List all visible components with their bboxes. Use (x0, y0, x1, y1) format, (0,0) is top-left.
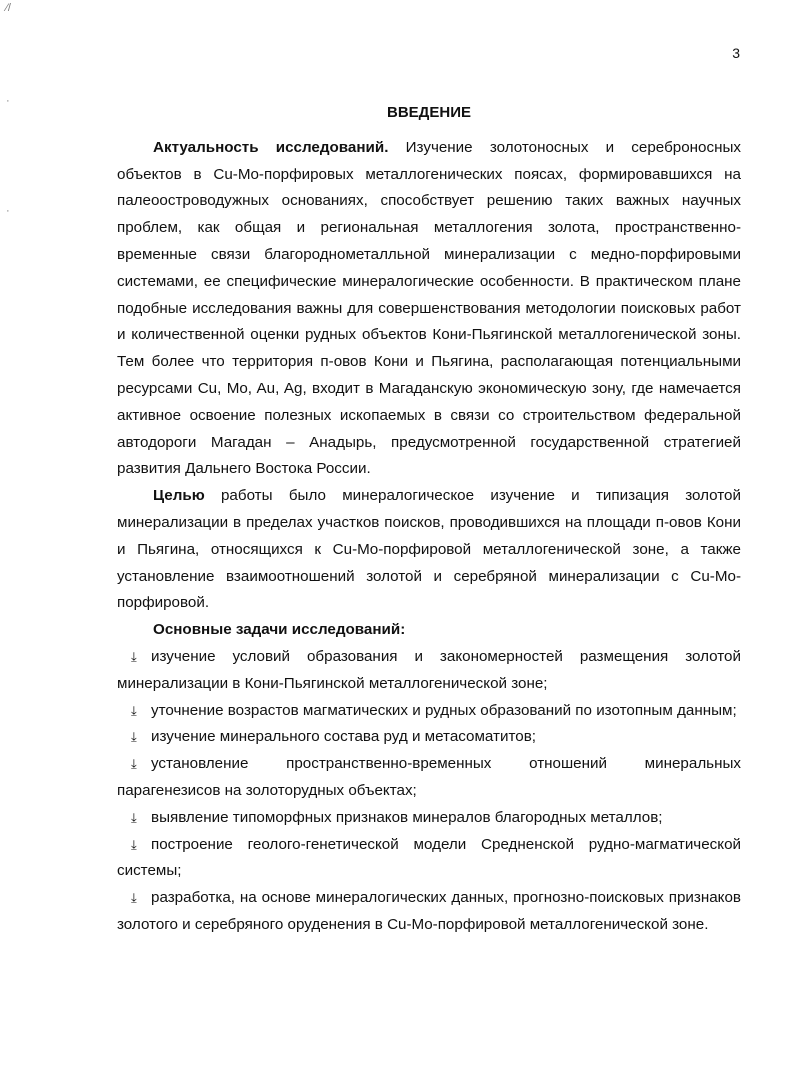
page-number: 3 (732, 45, 740, 61)
down-arrow-icon: ⤓ (131, 702, 137, 718)
paragraph-lead: Целью (153, 487, 205, 505)
down-arrow-icon: ⤓ (131, 729, 137, 745)
down-arrow-icon: ⤓ (131, 836, 137, 852)
list-item: ⤓ уточнение возрастов магматических и рудных образований по изотопным данным; (117, 698, 741, 725)
down-arrow-icon: ⤓ (131, 648, 137, 664)
paragraph-relevance (117, 135, 741, 483)
list-item: ⤓ установление пространственно-временных отношений минеральных парагенезисов на золоторудных объектах; (117, 751, 741, 805)
down-arrow-icon: ⤓ (131, 756, 137, 772)
tasks-heading: Основные задачи исследований: (153, 621, 406, 639)
tasks-list (117, 644, 741, 939)
list-item: ⤓ выявление типоморфных признаков минералов благородных металлов; (117, 805, 741, 832)
list-item: ⤓ изучение минерального состава руд и метасоматитов; (117, 724, 741, 751)
paragraph-text: работы было минералогическое изучение и типизация золотой минерализации в пределах участков поисков, проводившихся на площади п-овов Кони и Пьягина, относящихся к Cu-Mo-порфировой металлогенической зоне, а также установление взаимоотношений золотой и серебряной минерализации с Cu-Mo-порфировой. (117, 487, 741, 612)
list-item: ⤓ изучение условий образования и закономерностей размещения золотой минерализации в Кони-Пьягинской металлогенической зоне; (117, 644, 741, 698)
down-arrow-icon: ⤓ (131, 809, 137, 825)
list-item: ⤓ разработка, на основе минералогических данных, прогнозно-поисковых признаков золотого и серебряного оруденения в Cu-Mo-порфировой металлогенической зоне. (117, 885, 741, 939)
list-item: ⤓ построение геолого-генетической модели Средненской рудно-магматической системы; (117, 832, 741, 886)
scan-mark: ⁄/ (6, 2, 11, 14)
paragraph-text: Изучение золотоносных и сереброносных объектов в Cu-Mo-порфировых металлогенических поясах, формировавшихся на палеоостроводужных основаниях, способствует решению таких важных научных проблем, как общая и региональная металлогения золота, пространственно-временные связи благороднометалльной минерализации с медно-порфировыми системами, ее специфические минералогические особенности. В практическом плане подобные исследования важны для совершенствования методологии поисковых работ и количественной оценки рудных объектов Кони-Пьягинской металлогенической зоны. Тем более что территория п-овов Кони и Пьягина, располагающая потенциальными ресурсами Cu, Mo, Au, Ag, входит в Магаданскую экономическую зону, где намечается активное освоение полезных ископаемых в связи со строительством федеральной автодороги Магадан – Анадырь, предусмотренной государственной стратегией развития Дальнего Востока России. (117, 138, 741, 478)
scan-mark: · (6, 205, 10, 217)
paragraph-goal (117, 483, 741, 617)
scan-mark: · (6, 95, 10, 107)
document-body (117, 100, 741, 939)
down-arrow-icon: ⤓ (131, 890, 137, 906)
paragraph-lead: Актуальность исследований. (153, 138, 389, 156)
section-heading: ВВЕДЕНИЕ (387, 104, 471, 121)
